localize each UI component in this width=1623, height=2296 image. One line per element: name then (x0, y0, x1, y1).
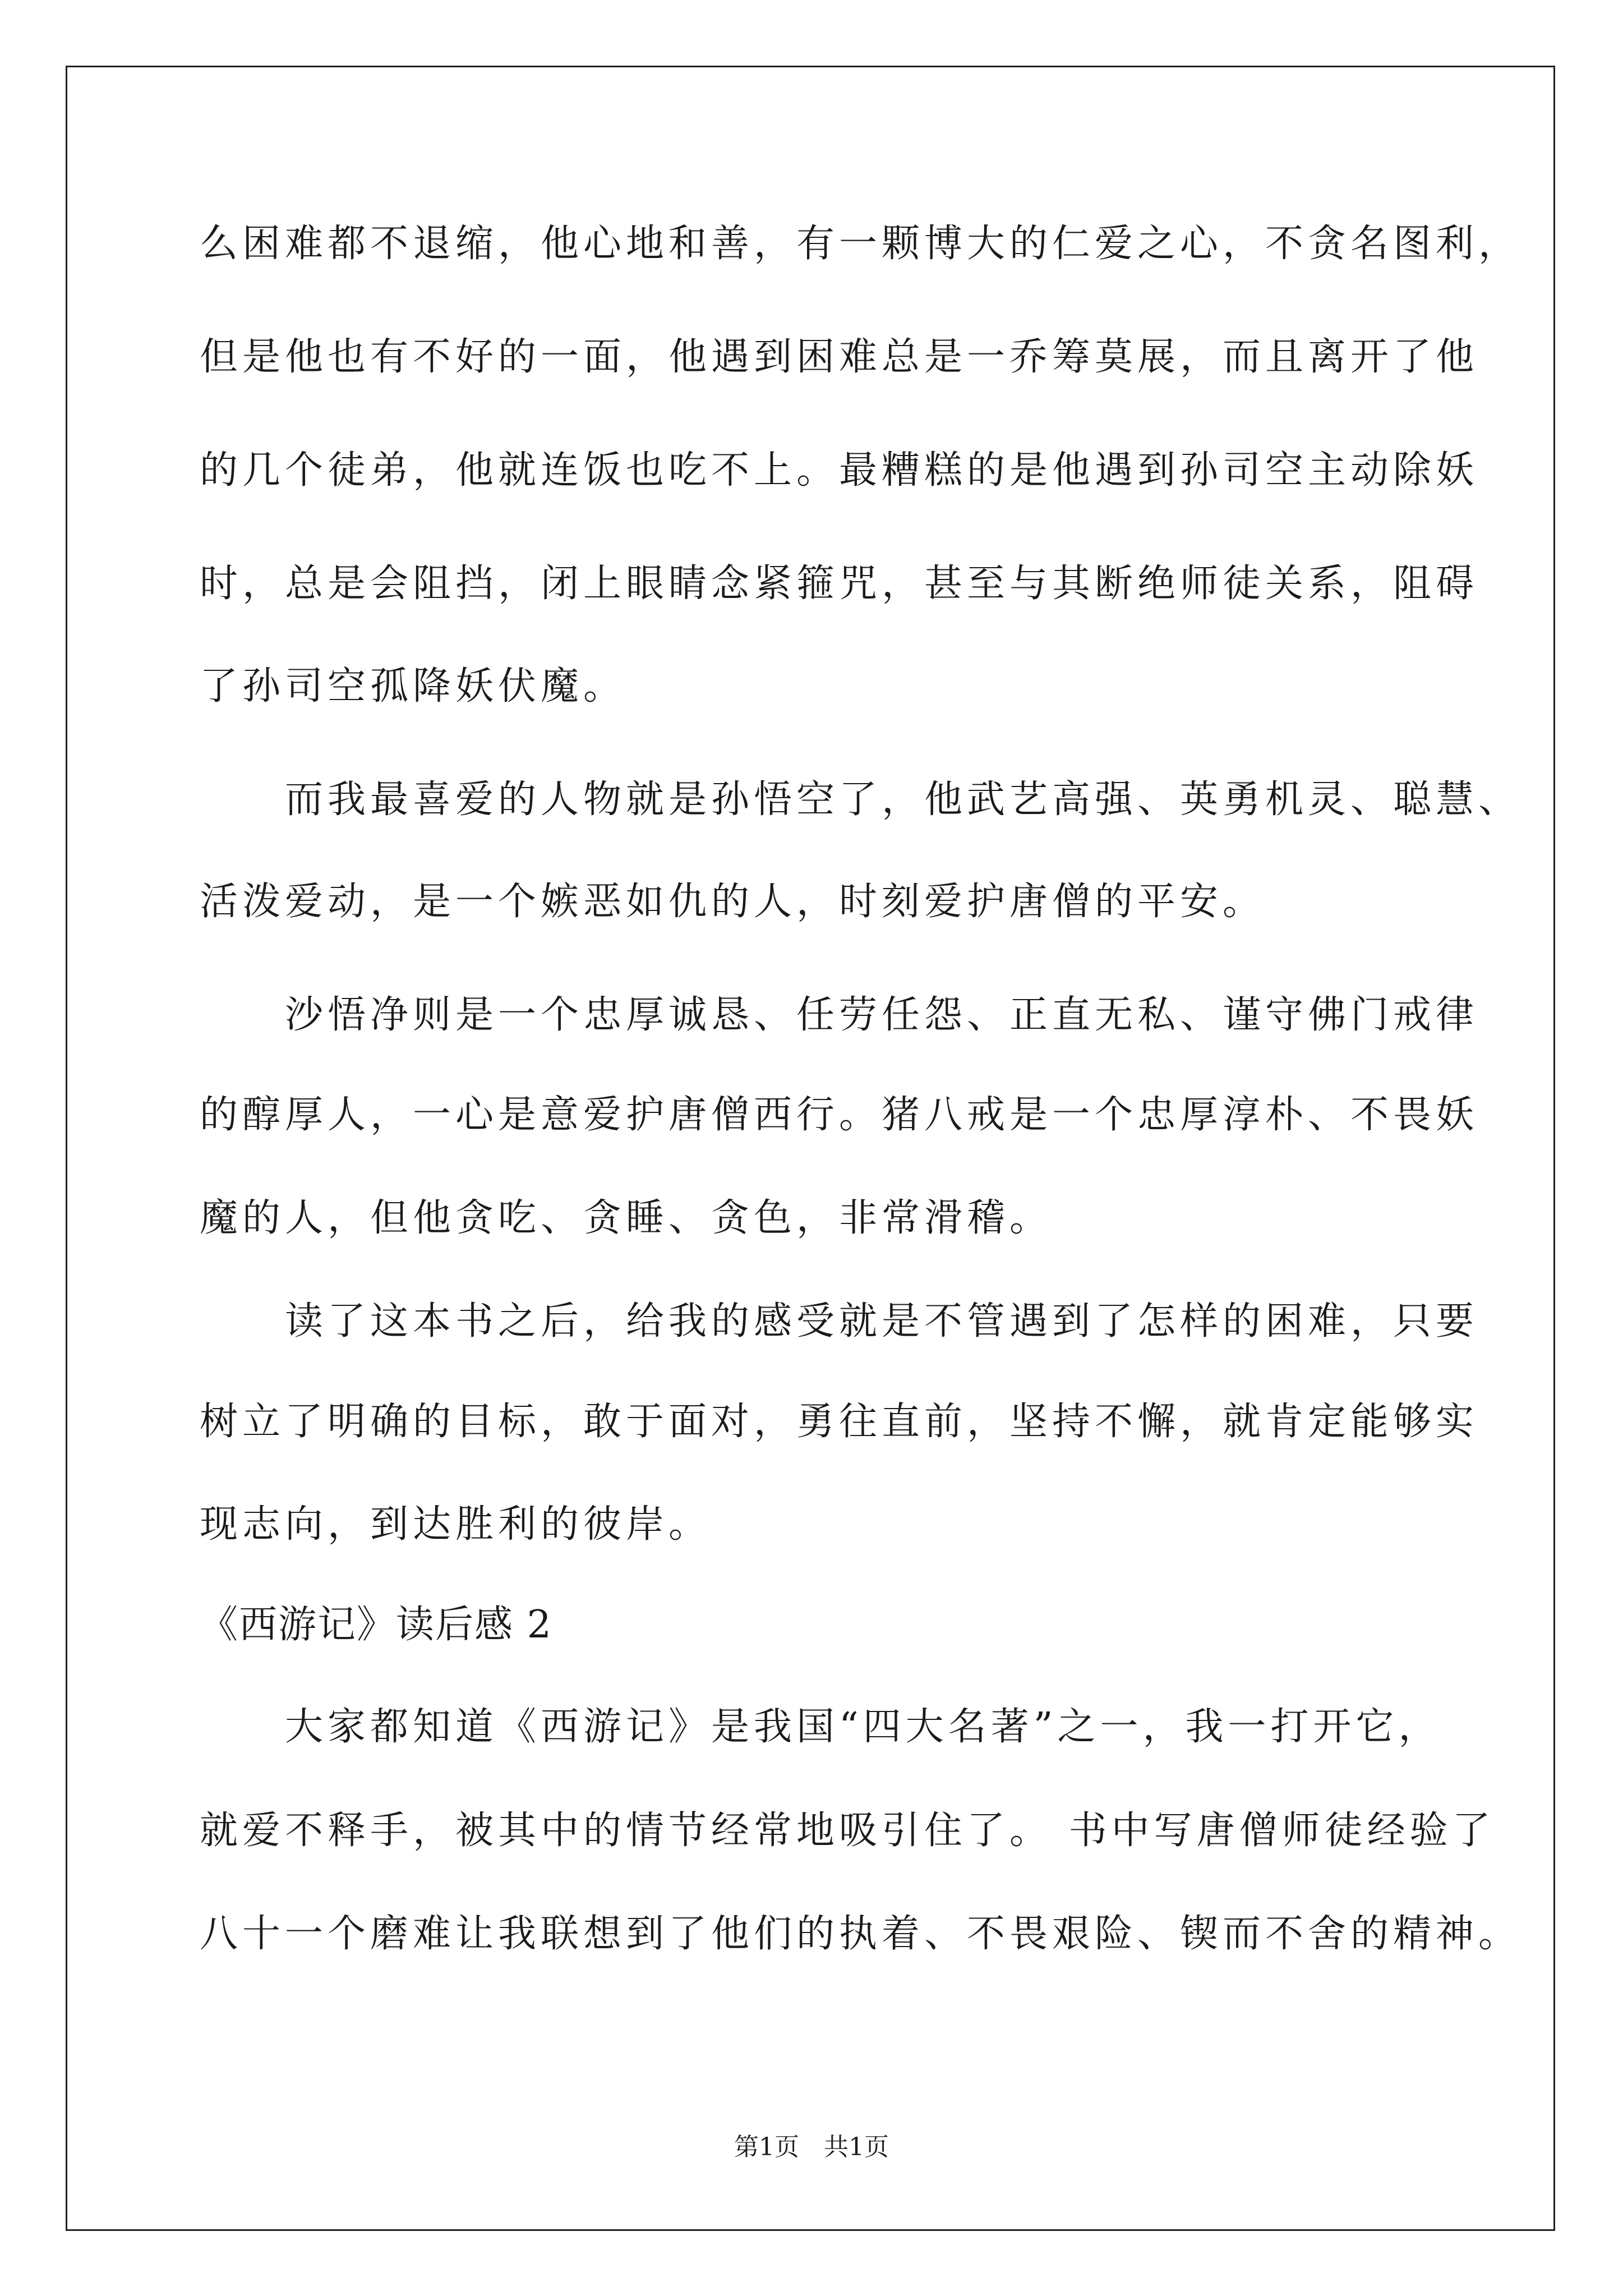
page-footer (0, 2132, 1623, 2163)
text-line: 读了这本书之后，给我的感受就是不管遇到了怎样的困难，只要 (200, 1299, 1479, 1343)
text-line: 么困难都不退缩，他心地和善，有一颗博大的仁爱之心，不贪名图利， (200, 222, 1521, 266)
text-line: 了孙司空孤降妖伏魔。 (200, 664, 626, 708)
text-line: 的醇厚人，一心是意爱护唐僧西行。猪八戒是一个忠厚淳朴、不畏妖 (200, 1093, 1479, 1137)
text-line: 时，总是会阻挡，闭上眼睛念紧箍咒，甚至与其断绝师徒关系，阻碍 (200, 562, 1479, 606)
text-line: 现志向，到达胜利的彼岸。 (200, 1502, 712, 1547)
text-line: 但是他也有不好的一面，他遇到困难总是一乔筹莫展，而且离开了他 (200, 335, 1479, 379)
text-line: 就爱不释手，被其中的情节经常地吸引住了。 书中写唐僧师徒经验了 (200, 1809, 1495, 1853)
text-line: 活泼爱动，是一个嫉恶如仇的人，时刻爱护唐僧的平安。 (200, 880, 1266, 924)
text-line: 的几个徒弟，他就连饭也吃不上。最糟糕的是他遇到孙司空主动除妖 (200, 448, 1479, 493)
text-line: 大家都知道《西游记》是我国“四大名著”之一，我一打开它， (200, 1705, 1441, 1749)
page-border (66, 66, 1555, 2231)
text-line: 魔的人，但他贪吃、贪睡、贪色，非常滑稽。 (200, 1196, 1053, 1240)
text-line: 而我最喜爱的人物就是孙悟空了，他武艺高强、英勇机灵、聪慧、 (200, 777, 1521, 822)
text-line: 八十一个磨难让我联想到了他们的执着、不畏艰险、锲而不舍的精神。 (200, 1912, 1521, 1956)
text-line: 树立了明确的目标，敢于面对，勇往直前，坚持不懈，就肯定能够实 (200, 1400, 1479, 1444)
page-number: 第1页 (734, 2133, 799, 2161)
section-heading: 《西游记》读后感 2 (200, 1603, 552, 1647)
text-line: 沙悟净则是一个忠厚诚恳、任劳任怨、正直无私、谨守佛门戒律 (200, 993, 1479, 1037)
page-total: 共1页 (824, 2133, 889, 2161)
